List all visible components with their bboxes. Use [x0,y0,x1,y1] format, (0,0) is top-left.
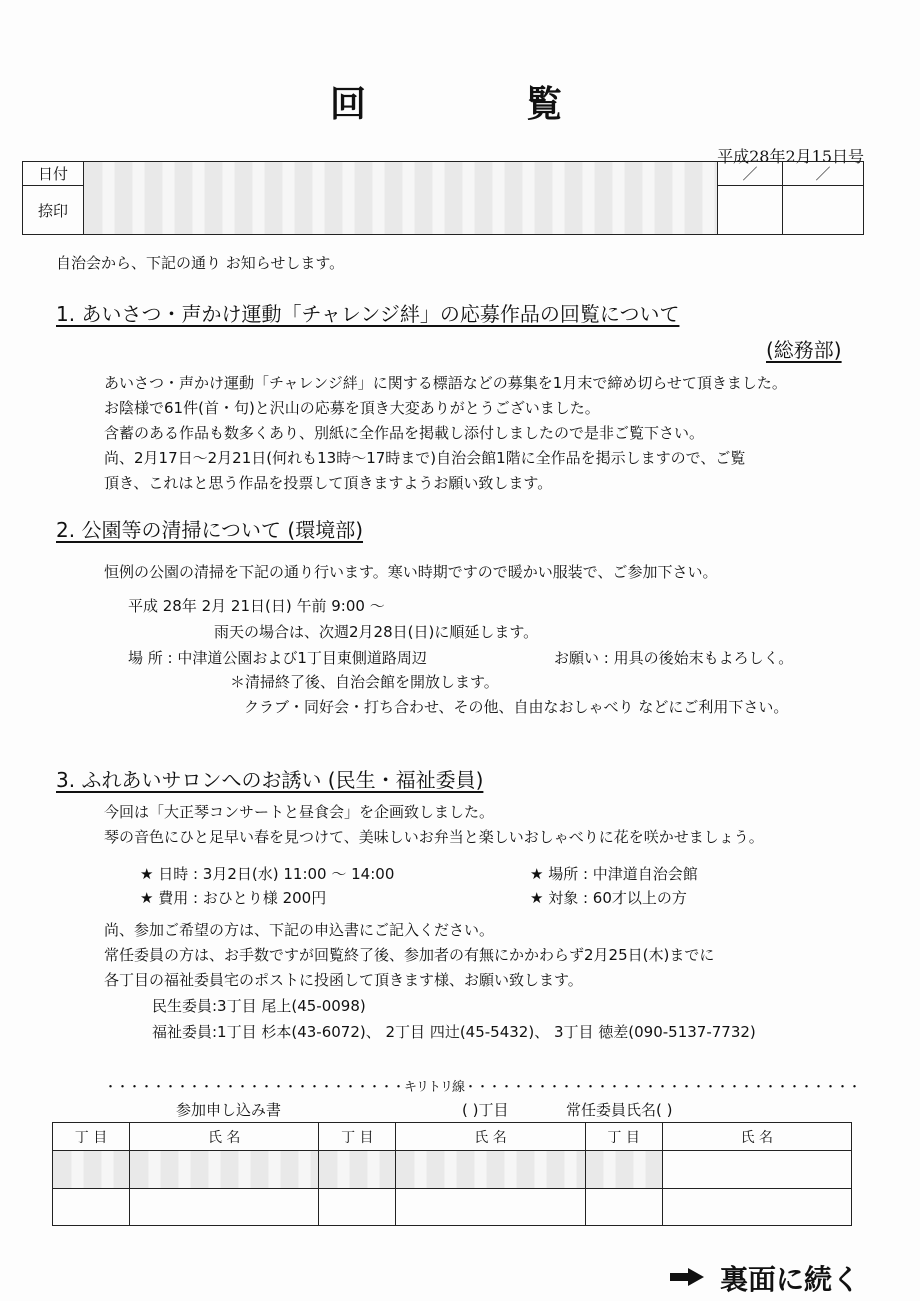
entry-cell [585,1189,662,1226]
arrow-right-icon [670,1268,704,1286]
form-member-name: 常任委員氏名( ) [566,1101,673,1119]
form-chome-blank: ( )丁目 [462,1101,509,1119]
rain-note: 雨天の場合は、次週2月28日(日)に順延します。 [214,623,539,641]
salon-target: ★ 対象 : 60才以上の方 [530,889,687,907]
circulation-table [22,161,864,235]
entry-cell [662,1151,851,1189]
col-name-3: 氏 名 [662,1123,851,1151]
stamp-cell-2 [783,186,864,235]
cleanup-place: 場 所 : 中津道公園および1丁目東側道路周辺 [128,649,427,667]
section1-heading: 1. あいさつ・声かけ運動「チャレンジ絆」の応募作品の回覧について [56,302,680,326]
section3-heading: 3. ふれあいサロンへのお誘い (民生・福祉委員) [56,768,484,792]
date-slash-2: ／ [783,162,864,186]
entry-cell [396,1151,585,1189]
date-slash-1: ／ [718,162,783,186]
entry-cell [53,1189,130,1226]
section1-body: あいさつ・声かけ運動「チャレンジ絆」に関する標語などの募集を1月末で締め切らせて頂きました。 お陰様で61件(首・句)と沢山の応募を頂き大変ありがとうございました。 含蓄のある作品も数多くあり、別紙に全作品を掲載し添付しましたので是非ご覧下さい。 尚、2月17日～2月21日(何れも13時～17時まで)自治会館1階に全作品を掲示しますので、ご覧 頂き、これはと思う作品を投票して頂きますようお願い致します。 [104,374,787,492]
col-chome-2: 丁 目 [319,1123,396,1151]
col-name-2: 氏 名 [396,1123,585,1151]
entry-cell [130,1189,319,1226]
form-title: 参加申し込み書 [176,1101,282,1119]
entry-cell [319,1151,396,1189]
col-chome-3: 丁 目 [585,1123,662,1151]
entry-cell [53,1151,130,1189]
stamp-label: 捺印 [23,186,84,235]
redacted-names [84,162,718,235]
date-label: 日付 [23,162,84,186]
application-table [52,1122,852,1226]
entry-cell [585,1151,662,1189]
cut-line: ・・・・・・・・・・・・・・・・・・・・・・・・・キリトリ線・・・・・・・・・・・・・・・・・・・・・・・・・・・・・・・・・ [104,1080,861,1095]
fukushi-contact: 福祉委員:1丁目 杉本(43-6072)、 2丁目 四辻(45-5432)、 3丁目 徳差(090-5137-7732) [152,1023,756,1041]
entry-cell [130,1151,319,1189]
entry-cell [396,1189,585,1226]
section1-dept: (総務部) [766,338,842,362]
cleanup-date: 平成 28年 2月 21日(日) 午前 9:00 ～ [128,597,385,615]
stamp-cell-1 [718,186,783,235]
salon-datetime: ★ 日時 : 3月2日(水) 11:00 ～ 14:00 [140,865,395,883]
salon-fee: ★ 費用 : おひとり様 200円 [140,889,327,907]
section2-heading: 2. 公園等の清掃について (環境部) [56,518,364,542]
col-name-1: 氏 名 [130,1123,319,1151]
minsei-contact: 民生委員:3丁目 尾上(45-0098) [152,997,366,1015]
intro-text: 自治会から、下記の通り お知らせします。 [56,254,345,272]
col-chome-1: 丁 目 [53,1123,130,1151]
section3-body: 今回は「大正琴コンサートと昼食会」を企画致しました。 琴の音色にひと足早い春を見つけて、美味しいお弁当と楽しいおしゃべりに花を咲かせましょう。 [104,803,764,846]
entry-cell [662,1189,851,1226]
section2-lead: 恒例の公園の清掃を下記の通り行います。寒い時期ですので暖かい服装で、ご参加下さい。 [104,563,718,581]
issue-date: 平成28年2月15日号 [717,147,864,166]
cleanup-request: お願い : 用具の後始末もよろしく。 [554,649,794,667]
salon-venue: ★ 場所 : 中津道自治会館 [530,865,698,883]
continue-text: 裏面に続く [720,1263,861,1296]
page-title: 回覧 [330,83,723,125]
open-note: ＊清掃終了後、自治会館を開放します。 [230,673,499,691]
apply-instructions: 尚、参加ご希望の方は、下記の申込書にご記入ください。 常任委員の方は、お手数ですが回覧終了後、参加者の有無にかかわらず2月25日(木)までに 各丁目の福祉委員宅のポストに投函して頂きます様、お願い致します。 [104,921,715,989]
open-detail: クラブ・同好会・打ち合わせ、その他、自由なおしゃべり などにご利用下さい。 [244,698,789,716]
entry-cell [319,1189,396,1226]
